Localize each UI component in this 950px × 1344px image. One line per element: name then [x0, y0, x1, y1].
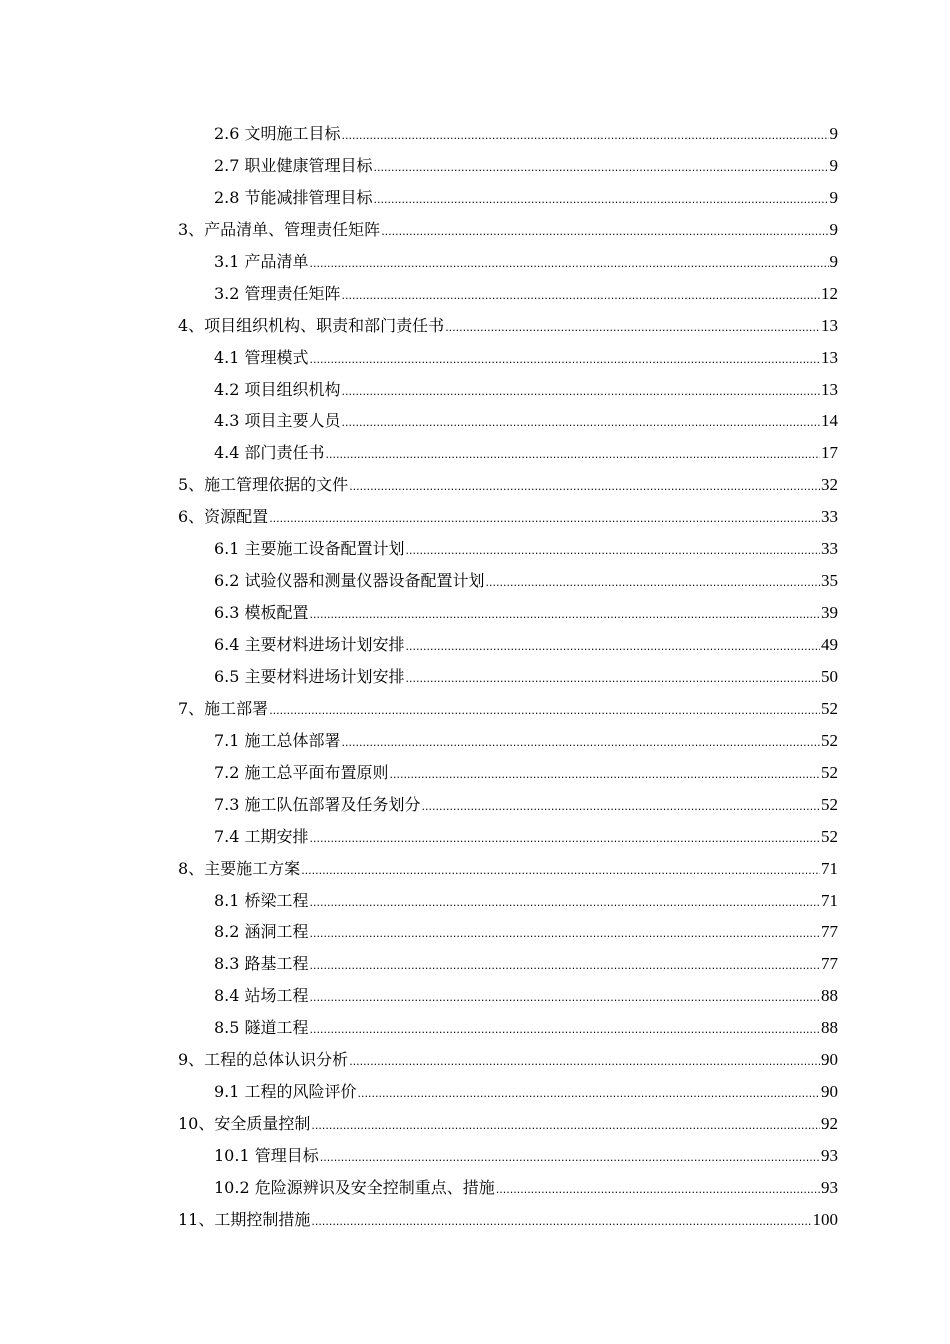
toc-entry-label: 3、产品清单、管理责任矩阵	[178, 219, 381, 239]
toc-dot-leader	[269, 503, 820, 535]
toc-entry-label: 7.4 工期安排	[214, 826, 309, 846]
toc-entry-section[interactable]	[0, 789, 950, 821]
toc-dot-leader	[310, 918, 820, 950]
toc-entry-label: 4、项目组织机构、职责和部门责任书	[178, 315, 445, 335]
toc-entry-section[interactable]	[0, 629, 950, 661]
toc-entry-page-number: 13	[821, 379, 838, 399]
toc-entry-page-number: 90	[821, 1050, 838, 1070]
toc-entry-page-number: 100	[812, 1209, 838, 1229]
toc-entry-page-number: 9	[829, 155, 838, 175]
toc-dot-leader	[342, 376, 820, 408]
toc-entry-section[interactable]	[0, 150, 950, 182]
toc-entry-label: 2.7 职业健康管理目标	[214, 155, 373, 175]
toc-entry-section[interactable]	[0, 278, 950, 310]
toc-entry-label: 10.1 管理目标	[214, 1146, 319, 1165]
toc-entry-page-number: 77	[821, 954, 838, 974]
toc-entry-section[interactable]	[0, 405, 950, 437]
toc-entry-section[interactable]	[0, 374, 950, 406]
toc-entry-section[interactable]	[0, 533, 950, 565]
toc-entry-chapter[interactable]	[0, 469, 950, 501]
toc-entry-chapter[interactable]	[0, 693, 950, 725]
toc-entry-label: 4.2 项目组织机构	[214, 379, 341, 399]
toc-entry-label: 8.4 站场工程	[214, 986, 309, 1006]
toc-entry-section[interactable]	[0, 661, 950, 693]
toc-entry-page-number: 9	[829, 187, 838, 207]
toc-entry-page-number: 13	[821, 315, 838, 335]
toc-entry-page-number: 32	[821, 475, 838, 495]
toc-entry-label: 8.2 涵洞工程	[214, 922, 309, 942]
toc-entry-page-number: 50	[821, 666, 838, 686]
toc-dot-leader	[310, 1014, 820, 1046]
toc-dot-leader	[311, 1206, 811, 1238]
toc-entry-label: 8.1 桥梁工程	[214, 890, 309, 910]
toc-entry-page-number: 13	[821, 347, 838, 367]
toc-entry-page-number: 71	[821, 858, 838, 878]
toc-entry-page-number: 77	[821, 922, 838, 942]
toc-entry-label: 6.3 模板配置	[214, 603, 309, 623]
toc-dot-leader	[349, 471, 820, 503]
toc-dot-leader	[310, 982, 820, 1014]
toc-entry-section[interactable]	[0, 885, 950, 917]
toc-entry-page-number: 9	[829, 124, 838, 143]
toc-entry-label: 4.4 部门责任书	[214, 443, 325, 463]
toc-dot-leader	[310, 823, 820, 855]
toc-entry-page-number: 88	[821, 1018, 838, 1038]
toc-dot-leader	[310, 950, 820, 982]
table-of-contents	[0, 118, 950, 1236]
toc-entry-label: 6、资源配置	[178, 507, 269, 527]
toc-entry-label: 4.3 项目主要人员	[214, 411, 341, 431]
toc-entry-page-number: 71	[821, 890, 838, 910]
toc-entry-chapter[interactable]	[0, 1204, 950, 1236]
toc-entry-label: 6.1 主要施工设备配置计划	[214, 539, 405, 559]
toc-dot-leader	[406, 663, 820, 695]
toc-entry-section[interactable]	[0, 118, 950, 150]
toc-entry-section[interactable]	[0, 1012, 950, 1044]
toc-entry-section[interactable]	[0, 246, 950, 278]
toc-dot-leader	[342, 120, 829, 152]
toc-dot-leader	[310, 599, 820, 631]
toc-entry-label: 7.1 施工总体部署	[214, 730, 341, 750]
toc-entry-label: 6.2 试验仪器和测量仪器设备配置计划	[214, 571, 485, 591]
toc-entry-page-number: 49	[821, 635, 838, 654]
toc-entry-label: 6.5 主要材料进场计划安排	[214, 666, 405, 686]
toc-entry-label: 7.3 施工队伍部署及任务划分	[214, 794, 421, 814]
toc-entry-section[interactable]	[0, 1172, 950, 1204]
toc-dot-leader	[445, 312, 820, 344]
toc-entry-page-number: 33	[821, 539, 838, 559]
toc-entry-label: 10.2 危险源辨识及安全控制重点、措施	[214, 1177, 495, 1197]
toc-entry-page-number: 93	[821, 1146, 838, 1165]
toc-dot-leader	[422, 791, 820, 823]
toc-entry-label: 2.8 节能减排管理目标	[214, 187, 373, 207]
toc-entry-page-number: 93	[821, 1177, 838, 1197]
toc-entry-label: 8.3 路基工程	[214, 954, 309, 974]
toc-entry-page-number: 33	[821, 507, 838, 527]
toc-entry-section[interactable]	[0, 980, 950, 1012]
toc-entry-chapter[interactable]	[0, 853, 950, 885]
toc-entry-section[interactable]	[0, 757, 950, 789]
toc-entry-label: 9、工程的总体认识分析	[178, 1050, 349, 1070]
toc-entry-section[interactable]	[0, 182, 950, 214]
toc-entry-page-number: 14	[821, 411, 838, 431]
toc-dot-leader	[326, 439, 820, 471]
toc-entry-section[interactable]	[0, 948, 950, 980]
toc-dot-leader	[269, 695, 820, 727]
toc-entry-page-number: 12	[821, 283, 838, 303]
toc-entry-label: 4.1 管理模式	[214, 347, 309, 367]
toc-dot-leader	[310, 887, 820, 919]
toc-entry-section[interactable]	[0, 821, 950, 853]
toc-entry-page-number: 17	[821, 443, 838, 463]
toc-entry-section[interactable]	[0, 565, 950, 597]
toc-entry-page-number: 92	[821, 1114, 838, 1134]
toc-dot-leader	[406, 631, 820, 663]
toc-entry-label: 2.6 文明施工目标	[214, 124, 341, 143]
toc-dot-leader	[311, 1110, 820, 1142]
toc-entry-label: 8.5 隧道工程	[214, 1018, 309, 1038]
toc-entry-section[interactable]	[0, 597, 950, 629]
toc-dot-leader	[310, 344, 820, 376]
toc-entry-label: 5、施工管理依据的文件	[178, 475, 349, 495]
toc-entry-label: 10、安全质量控制	[178, 1114, 311, 1134]
toc-entry-chapter[interactable]	[0, 1044, 950, 1076]
toc-entry-page-number: 52	[821, 730, 838, 750]
toc-entry-page-number: 52	[821, 698, 838, 718]
toc-entry-label: 11、工期控制措施	[178, 1209, 311, 1229]
toc-entry-page-number: 88	[821, 986, 838, 1006]
toc-entry-page-number: 35	[821, 571, 838, 591]
toc-entry-chapter[interactable]	[0, 1108, 950, 1140]
toc-entry-label: 7、施工部署	[178, 698, 269, 718]
toc-entry-page-number: 9	[829, 219, 838, 239]
toc-dot-leader	[486, 567, 820, 599]
toc-entry-section[interactable]	[0, 1140, 950, 1172]
toc-entry-section[interactable]	[0, 342, 950, 374]
toc-entry-section[interactable]	[0, 1076, 950, 1108]
toc-dot-leader	[374, 184, 829, 216]
toc-dot-leader	[342, 280, 820, 312]
toc-entry-chapter[interactable]	[0, 214, 950, 246]
toc-entry-page-number: 9	[829, 251, 838, 271]
toc-dot-leader	[406, 535, 820, 567]
toc-entry-page-number: 52	[821, 762, 838, 782]
toc-dot-leader	[320, 1142, 820, 1174]
toc-dot-leader	[390, 759, 820, 791]
toc-entry-page-number: 39	[821, 603, 838, 623]
toc-dot-leader	[349, 1046, 820, 1078]
toc-dot-leader	[374, 152, 829, 184]
toc-entry-page-number: 52	[821, 794, 838, 814]
toc-dot-leader	[342, 727, 820, 759]
toc-entry-section[interactable]	[0, 437, 950, 469]
toc-entry-label: 3.2 管理责任矩阵	[214, 283, 341, 303]
toc-entry-page-number: 90	[821, 1082, 838, 1102]
toc-entry-label: 7.2 施工总平面布置原则	[214, 762, 389, 782]
toc-entry-label: 8、主要施工方案	[178, 858, 301, 878]
toc-dot-leader	[301, 855, 820, 887]
toc-entry-page-number: 52	[821, 826, 838, 846]
toc-entry-label: 3.1 产品清单	[214, 251, 309, 271]
toc-entry-section[interactable]	[0, 916, 950, 948]
toc-entry-label: 9.1 工程的风险评价	[214, 1082, 357, 1102]
toc-entry-chapter[interactable]	[0, 310, 950, 342]
toc-entry-chapter[interactable]	[0, 501, 950, 533]
toc-dot-leader	[381, 216, 828, 248]
toc-dot-leader	[496, 1174, 820, 1206]
toc-entry-section[interactable]	[0, 725, 950, 757]
toc-dot-leader	[310, 248, 829, 280]
toc-dot-leader	[358, 1078, 820, 1110]
toc-dot-leader	[342, 407, 820, 439]
toc-entry-label: 6.4 主要材料进场计划安排	[214, 635, 405, 654]
